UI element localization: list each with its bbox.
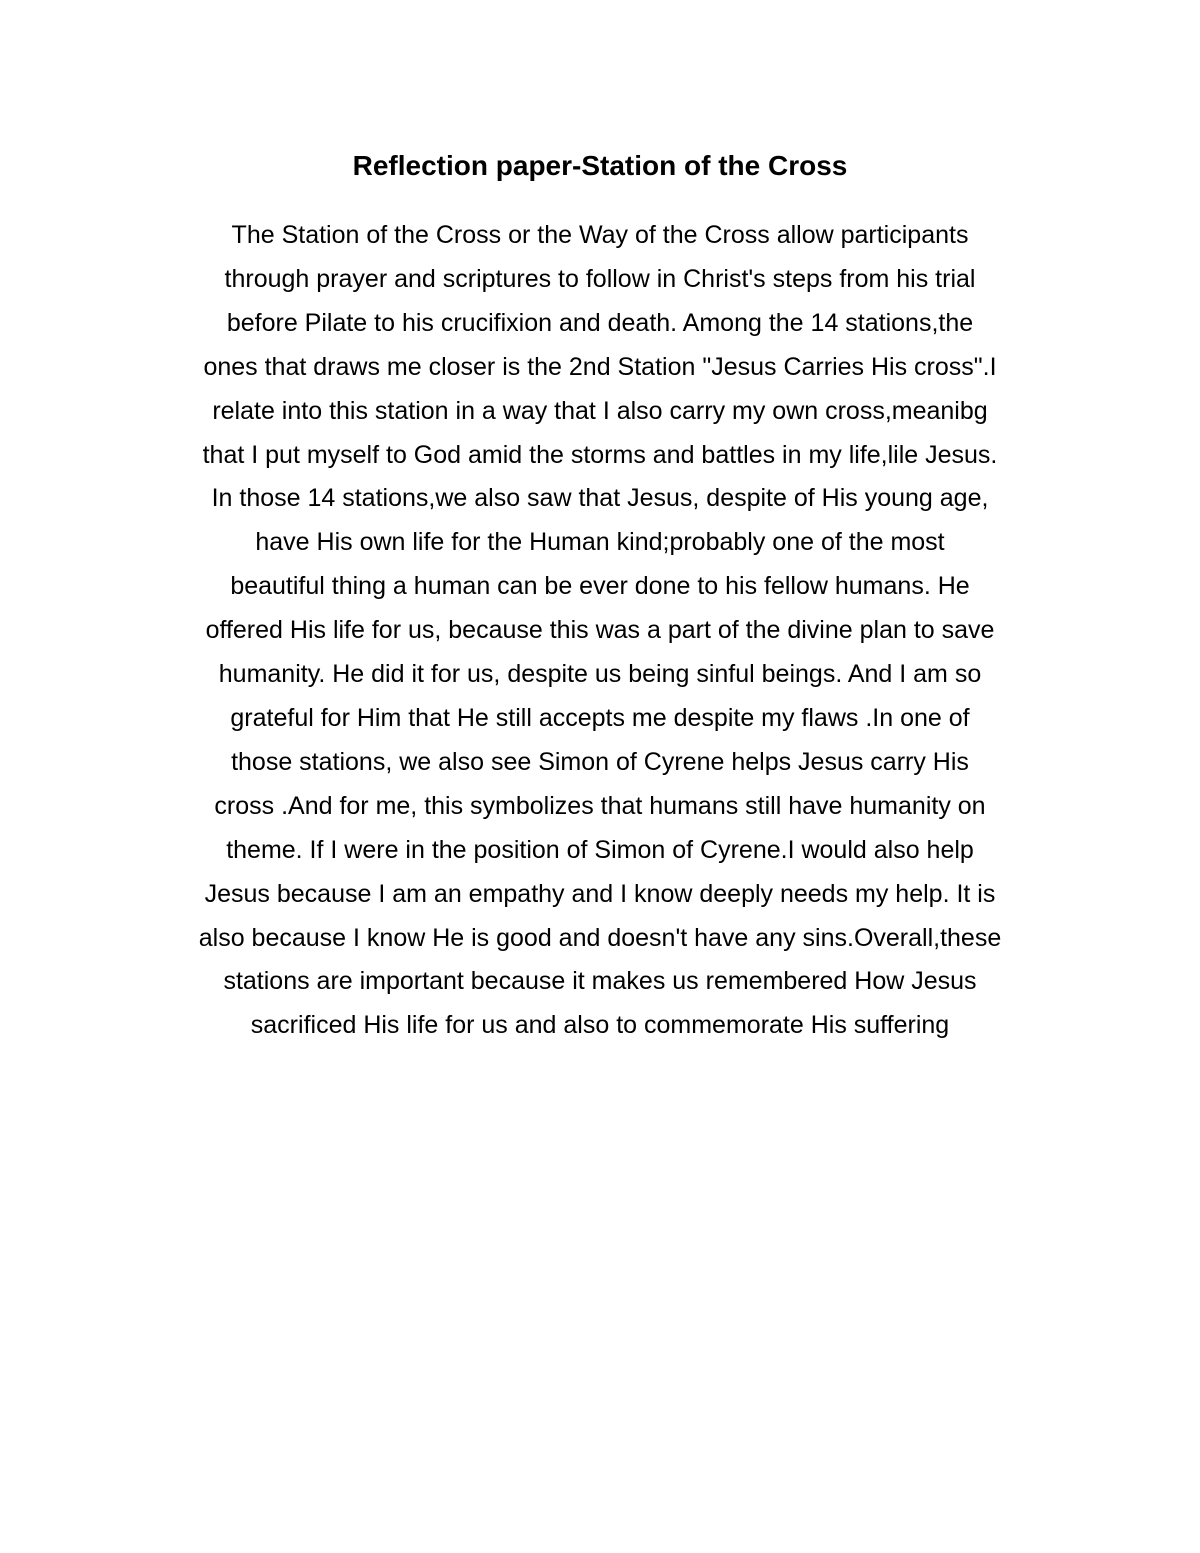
body-line: also because I know He is good and doesn't have any sins.Overall,these — [198, 923, 1002, 952]
body-line: theme. If I were in the position of Simon of Cyrene.I would also help — [226, 835, 974, 864]
document-title: Reflection paper-Station of the Cross — [352, 150, 848, 181]
body-line: have His own life for the Human kind;probably one of the most — [255, 528, 945, 557]
body-line: ones that draws me closer is the 2nd Station "Jesus Carries His cross".I — [203, 352, 997, 381]
body-line: cross .And for me, this symbolizes that humans still have humanity on — [214, 791, 986, 820]
body-line: offered His life for us, because this was a part of the divine plan to save — [205, 616, 995, 645]
body-line: that I put myself to God amid the storms and battles in my life,lile Jesus. — [202, 440, 998, 469]
body-line: Jesus because I am an empathy and I know deeply needs my help. It is — [204, 879, 996, 908]
body-line: those stations, we also see Simon of Cyrene helps Jesus carry His — [231, 747, 969, 776]
body-line: before Pilate to his crucifixion and death. Among the 14 stations,the — [226, 308, 974, 337]
body-line: grateful for Him that He still accepts me despite my flaws .In one of — [230, 703, 970, 732]
document-body — [100, 214, 1100, 1048]
body-line: through prayer and scriptures to follow in Christ's steps from his trial — [224, 264, 976, 293]
body-line: sacrificed His life for us and also to commemorate His suffering — [250, 1011, 950, 1040]
body-line: stations are important because it makes us remembered How Jesus — [223, 967, 977, 996]
body-line: beautiful thing a human can be ever done to his fellow humans. He — [230, 572, 970, 601]
body-line: In those 14 stations,we also saw that Jesus, despite of His young age, — [211, 484, 989, 513]
body-line: humanity. He did it for us, despite us being sinful beings. And I am so — [218, 660, 982, 689]
body-line: The Station of the Cross or the Way of the Cross allow participants — [231, 221, 969, 249]
body-line: relate into this station in a way that I also carry my own cross,meanibg — [212, 396, 988, 425]
